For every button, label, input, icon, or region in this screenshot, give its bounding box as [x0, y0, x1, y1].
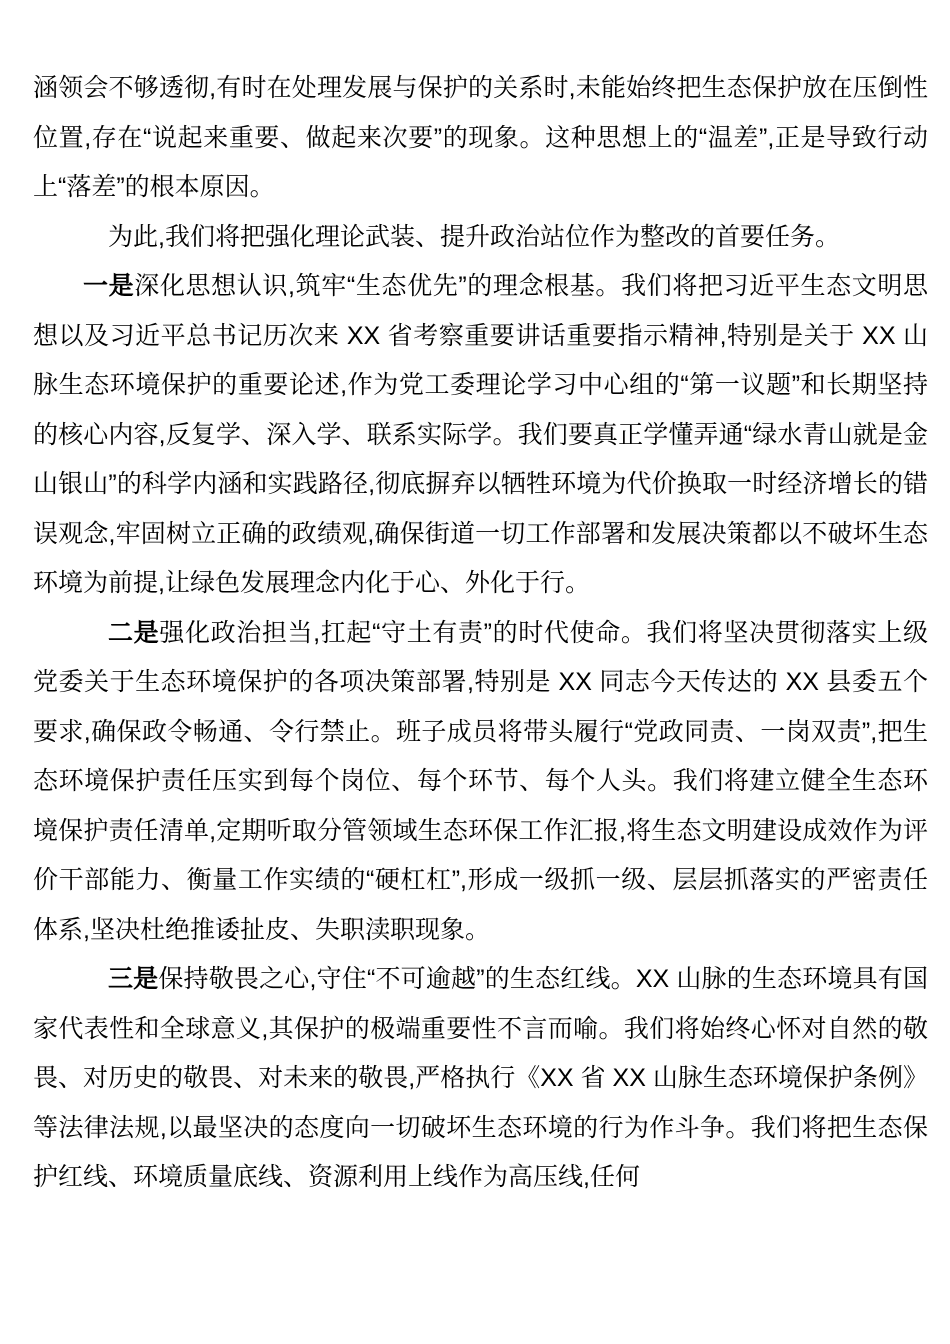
- paragraph-lead-bold: 二是: [108, 618, 160, 647]
- document-body: [33, 64, 928, 1203]
- paragraph-lead-bold: 三是: [108, 965, 159, 993]
- paragraph: [33, 262, 928, 609]
- paragraph-text: 为此,我们将把强化理论武装、提升政治站位作为整改的首要任务。: [108, 222, 840, 251]
- paragraph: [33, 64, 928, 213]
- paragraph-lead-bold: 一是: [83, 272, 135, 300]
- paragraph-text: 涵领会不够透彻,有时在处理发展与保护的关系时,未能始终把生态保护放在压倒性位置,存在“说起来重要、做起来次要”的现象。这种思想上的“温差”,正是导致行动上“落差”的根本原因。: [33, 74, 928, 201]
- paragraph: [33, 213, 928, 263]
- paragraph: [33, 609, 928, 956]
- paragraph: [33, 955, 928, 1203]
- paragraph-text: 深化思想认识,筑牢“生态优先”的理念根基。我们将把习近平生态文明思想以及习近平总书记历次来 XX 省考察重要讲话重要指示精神,特别是关于 XX 山脉生态环境保护的重要论述,作为党工委理论学习中心组的“第一议题”和长期坚持的核心内容,反复学、深入学、联系实际学。我们要真正学懂弄通“绿水青山就是金山银山”的科学内涵和实践路径,彻底摒弃以牺牲环境为代价换取一时经济增长的错误观念,牢固树立正确的政绩观,确保街道一切工作部署和发展决策都以不破坏生态环境为前提,让绿色发展理念内化于心、外化于行。: [33, 272, 928, 597]
- paragraph-text: 保持敬畏之心,守住“不可逾越”的生态红线。XX 山脉的生态环境具有国家代表性和全球意义,其保护的极端重要性不言而喻。我们将始终心怀对自然的敬畏、对历史的敬畏、对未来的敬畏,严格执行《XX 省 XX 山脉生态环境保护条例》等法律法规,以最坚决的态度向一切破坏生态环境的行为作斗争。我们将把生态保护红线、环境质量底线、资源利用上线作为高压线,任何: [33, 965, 928, 1191]
- paragraph-text: 强化政治担当,扛起“守土有责”的时代使命。我们将坚决贯彻落实上级党委关于生态环境保护的各项决策部署,特别是 XX 同志今天传达的 XX 县委五个要求,确保政令畅通、令行禁止。班子成员将带头履行“党政同责、一岗双责”,把生态环境保护责任压实到每个岗位、每个环节、每个人头。我们将建立健全生态环境保护责任清单,定期听取分管领域生态环保工作汇报,将生态文明建设成效作为评价干部能力、衡量工作实绩的“硬杠杠”,形成一级抓一级、层层抓落实的严密责任体系,坚决杜绝推诿扯皮、失职渎职现象。: [33, 618, 928, 944]
